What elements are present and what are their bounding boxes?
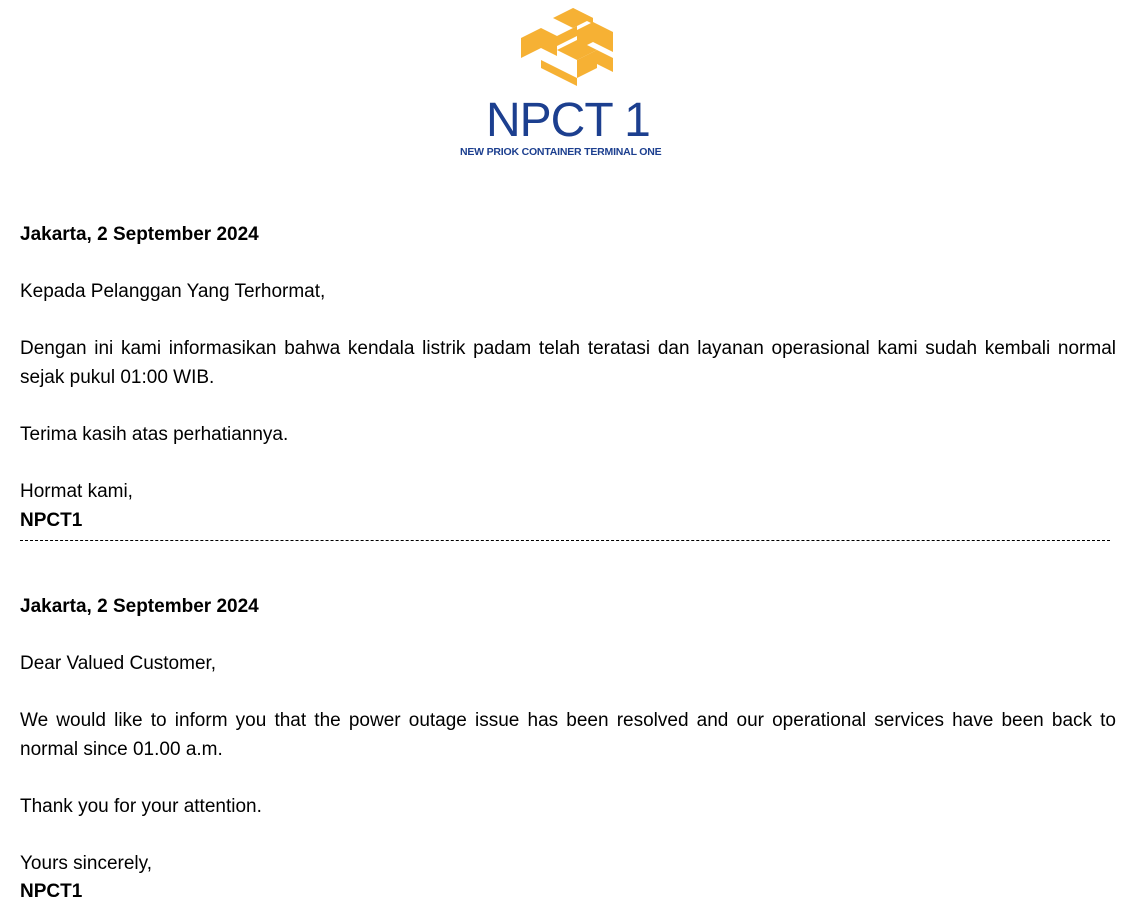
signature-indonesian: NPCT1 <box>20 510 83 531</box>
logo-tagline: NEW PRIOK CONTAINER TERMINAL ONE <box>460 146 662 158</box>
signature-english: NPCT1 <box>20 881 83 902</box>
salutation-english: Dear Valued Customer, <box>20 653 217 674</box>
section-divider <box>20 540 1110 541</box>
thanks-indonesian: Terima kasih atas perhatiannya. <box>20 424 289 445</box>
body-english: We would like to inform you that the power outage issue has been resolved and our operational services have been back to normal since 01.00 a.m. <box>20 710 1116 760</box>
thanks-english: Thank you for your attention. <box>20 796 262 817</box>
closing-english: Yours sincerely, <box>20 853 153 874</box>
closing-indonesian: Hormat kami, <box>20 481 133 502</box>
salutation-indonesian: Kepada Pelanggan Yang Terhormat, <box>20 281 326 302</box>
date-indonesian: Jakarta, 2 September 2024 <box>20 224 259 245</box>
company-logo <box>0 0 1129 170</box>
logo-wordmark: NPCT 1 <box>486 94 650 147</box>
npct1-logo-mark-icon <box>519 8 615 88</box>
date-english: Jakarta, 2 September 2024 <box>20 596 259 617</box>
body-indonesian: Dengan ini kami informasikan bahwa kendala listrik padam telah teratasi dan layanan operasional kami sudah kembali normal sejak pukul 01:00 WIB. <box>20 338 1116 388</box>
